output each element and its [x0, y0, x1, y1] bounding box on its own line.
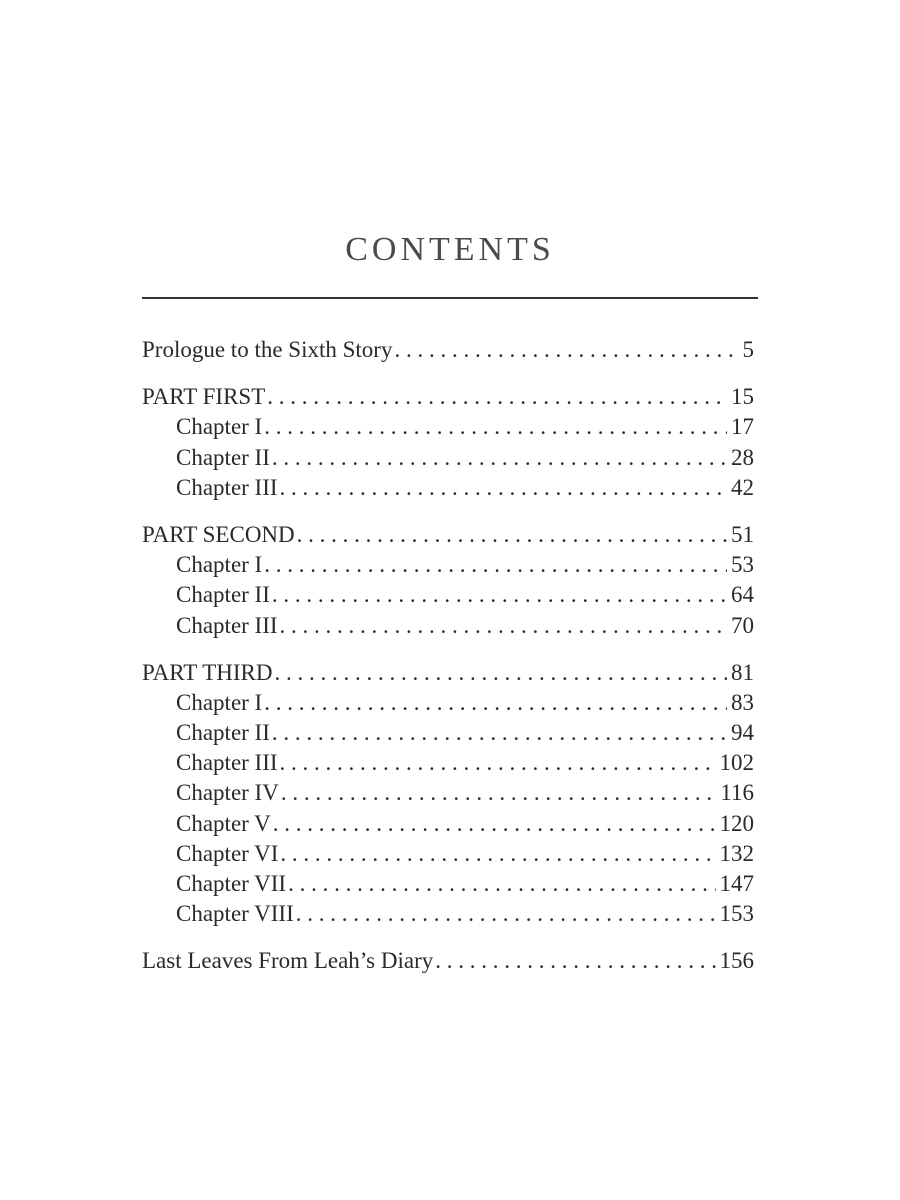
toc-entry-chapter[interactable] [142, 839, 754, 869]
toc-group [142, 658, 754, 930]
toc-entry-label: PART THIRD [142, 659, 273, 685]
toc-entry-chapter[interactable] [142, 580, 754, 610]
toc-entry-page-number: 94 [731, 720, 754, 746]
dot-leader [288, 869, 715, 899]
toc-entry-main[interactable] [142, 382, 754, 412]
dot-leader [275, 658, 728, 688]
page-title: CONTENTS [345, 231, 555, 268]
toc-entry-label: Chapter II [176, 444, 270, 470]
toc-entry-label: Prologue to the Sixth Story [142, 337, 393, 362]
toc-entry-page-number: 120 [719, 810, 754, 836]
toc-entry-page-number: 15 [731, 384, 754, 410]
toc-entry-page-number: 153 [719, 901, 754, 927]
dot-leader [280, 839, 715, 869]
toc-entry-chapter[interactable] [142, 778, 754, 808]
toc-entry-label: PART FIRST [142, 384, 266, 410]
toc-group [142, 382, 754, 503]
toc-group [142, 520, 754, 641]
dot-leader [273, 809, 716, 839]
toc-entry-page-number: 132 [719, 840, 754, 866]
toc-entry-label: Last Leaves From Leah’s Diary [142, 948, 434, 974]
toc-entry-page-number: 156 [719, 948, 754, 974]
toc-group [142, 946, 754, 976]
dot-leader [297, 520, 727, 550]
dot-leader [272, 580, 727, 610]
toc-entry-page-number: 42 [731, 474, 754, 500]
toc-entry-chapter[interactable] [142, 473, 754, 503]
toc-entry-chapter[interactable] [142, 899, 754, 929]
toc-entry-label: Chapter VII [176, 871, 287, 896]
table-of-contents [142, 335, 754, 994]
toc-entry-page-number: 147 [719, 871, 754, 896]
toc-entry-label: Chapter VIII [176, 901, 294, 927]
toc-entry-page-number: 17 [731, 414, 754, 440]
toc-entry-chapter[interactable] [142, 412, 754, 442]
toc-entry-main[interactable] [142, 658, 754, 688]
toc-entry-chapter[interactable] [142, 809, 754, 839]
toc-entry-label: Chapter III [176, 612, 278, 638]
toc-entry-page-number: 51 [731, 521, 754, 547]
toc-entry-label: Chapter II [176, 720, 270, 746]
toc-entry-label: Chapter I [176, 414, 263, 440]
dot-leader [272, 718, 727, 748]
toc-group [142, 335, 754, 365]
toc-entry-label: PART SECOND [142, 521, 295, 547]
toc-entry-page-number: 116 [720, 780, 754, 806]
toc-entry-page-number: 64 [731, 582, 754, 608]
toc-entry-page-number: 81 [731, 659, 754, 685]
toc-entry-chapter[interactable] [142, 611, 754, 641]
dot-leader [264, 550, 727, 580]
toc-entry-page-number: 83 [731, 689, 754, 715]
toc-entry-label: Chapter III [176, 474, 278, 500]
toc-entry-label: Chapter II [176, 582, 270, 608]
toc-entry-chapter[interactable] [142, 718, 754, 748]
toc-entry-chapter[interactable] [142, 550, 754, 580]
dot-leader [435, 946, 715, 976]
toc-entry-label: Chapter IV [176, 780, 279, 806]
dot-leader [264, 412, 727, 442]
toc-entry-chapter[interactable] [142, 443, 754, 473]
dot-leader [281, 778, 717, 808]
toc-entry-main[interactable] [142, 335, 754, 365]
toc-entry-label: Chapter I [176, 552, 263, 578]
toc-entry-main[interactable] [142, 946, 754, 976]
dot-leader [296, 899, 716, 929]
toc-entry-chapter[interactable] [142, 688, 754, 718]
toc-entry-page-number: 5 [742, 337, 754, 362]
dot-leader [394, 335, 738, 365]
toc-entry-chapter[interactable] [142, 748, 754, 778]
toc-entry-label: Chapter I [176, 689, 263, 715]
dot-leader [272, 443, 727, 473]
dot-leader [267, 382, 727, 412]
toc-entry-main[interactable] [142, 520, 754, 550]
title-divider [142, 297, 758, 299]
toc-entry-page-number: 70 [731, 612, 754, 638]
toc-entry-label: Chapter V [176, 810, 271, 836]
toc-entry-page-number: 28 [731, 444, 754, 470]
toc-entry-page-number: 53 [731, 552, 754, 578]
dot-leader [280, 473, 727, 503]
dot-leader [264, 688, 727, 718]
toc-entry-chapter[interactable] [142, 869, 754, 899]
toc-entry-label: Chapter III [176, 750, 278, 776]
dot-leader [280, 611, 727, 641]
toc-entry-page-number: 102 [719, 750, 754, 776]
dot-leader [280, 748, 716, 778]
toc-entry-label: Chapter VI [176, 840, 279, 866]
